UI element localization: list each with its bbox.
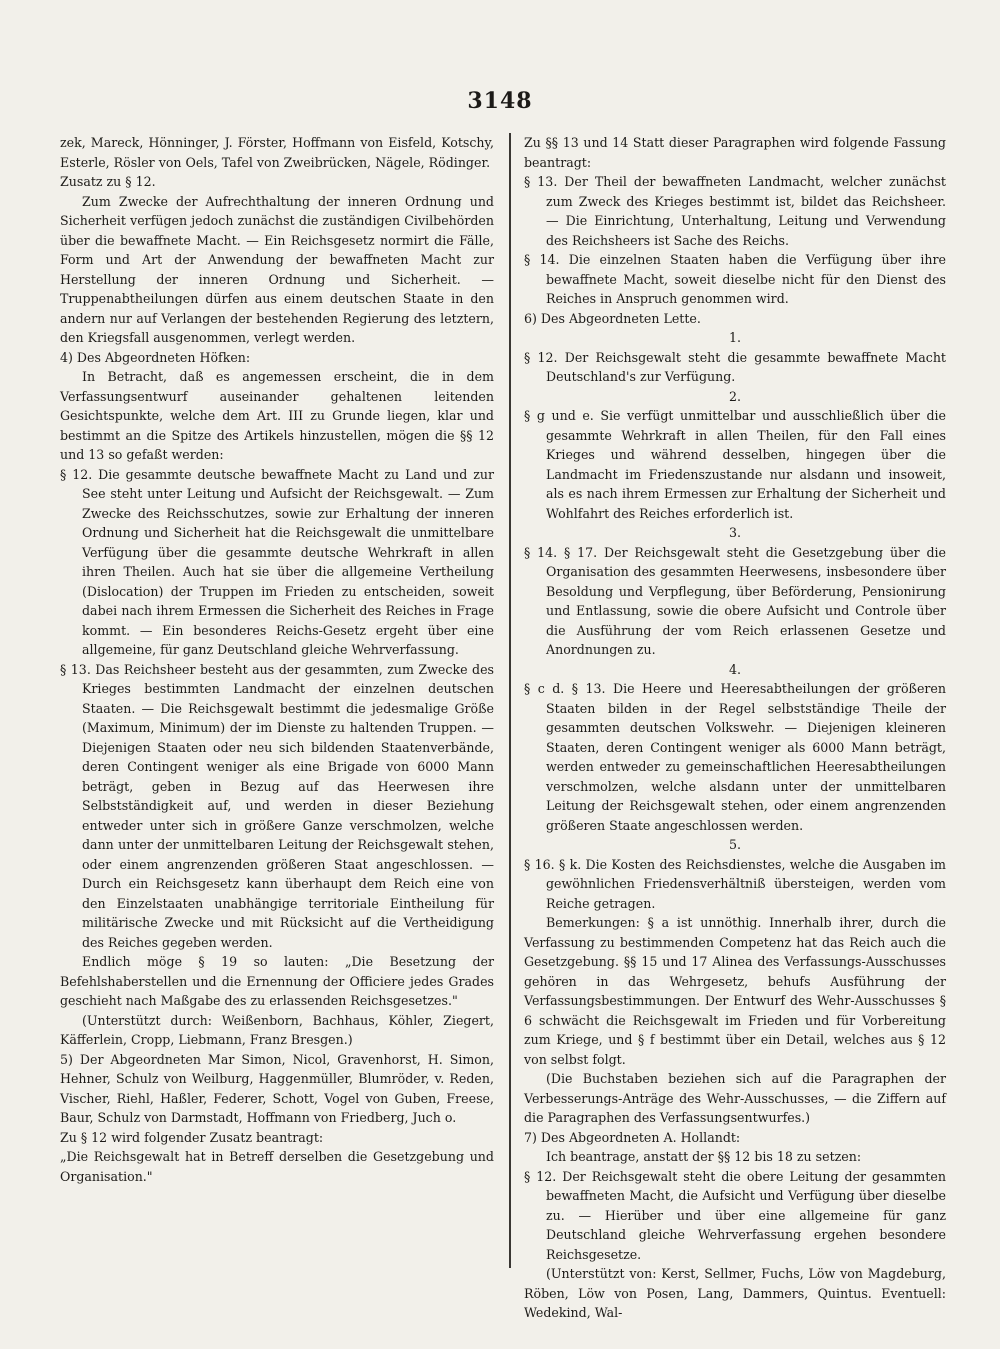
paragraph: Bemerkungen: § a ist unnöthig. Innerhalb ihrer, durch die Verfassung zu bestimmenden Competenz hat das Reich auch die Gesetzgebung. §§ 15 und 17 Alinea des Verfassungs-Ausschusses gehören in das Wehrgesetz, behufs Ausführung der Verfassungsbestimmungen. Der Entwurf des Wehr-Ausschusses § 6 schwächt die Reichsgewalt im Frieden und für Vorbereitung zum Kriege, und § f bestimmt über ein Detail, welches aus § 12 von selbst folgt. (524, 915, 946, 1067)
paragraph: Endlich möge § 19 so lauten: „Die Besetzung der Befehlshaberstellen und die Ernennung der Officiere jedes Grades geschieht nach Maßgabe des zu erlassenden Reichsgesetzes." (60, 954, 494, 1008)
paragraph: § 13. Das Reichsheer besteht aus der gesammten, zum Zwecke des Krieges bestimmten Landmacht der einzelnen deutschen Staaten. — Die Reichsgewalt bestimmt die jedesmalige Größe (Maximum, Minimum) der im Dienste zu haltenden Truppen. — Diejenigen Staaten oder neu sich bildenden Staatenverbände, deren Contingent weniger als eine Brigade von 6000 Mann beträgt, geben in Bezug auf das Heerwesen ihre Selbstständigkeit auf, und werden in dieser Beziehung entweder unter sich in größere Ganze verschmolzen, welche dann unter der unmittelbaren Leitung der Reichsgewalt stehen, oder einem angrenzenden größeren Staat angeschlossen. — Durch ein Reichsgesetz kann überhaupt dem Reich eine von den Einzelstaaten unabhängige territoriale Eintheilung für militärische Zwecke und mit Rücksicht auf die Vertheidigung des Reiches gegeben werden. (60, 661, 494, 950)
right-column (524, 133, 946, 1323)
paragraph: zek, Mareck, Hönninger, J. Förster, Hoffmann von Eisfeld, Kotschy, Esterle, Rösler von Oels, Tafel von Zweibrücken, Nägele, Rödinger. (60, 135, 494, 170)
paragraph: „Die Reichsgewalt hat in Betreff derselben die Gesetzgebung und Organisation." (60, 1149, 494, 1184)
section-number: 2. (728, 388, 742, 404)
paragraph: § 12. Der Reichsgewalt steht die obere Leitung der gesammten bewaffneten Macht, die Aufsicht und Verfügung über dieselbe zu. — Hierüber und über eine allgemeine für ganz Deutschland gleiche Wehrverfassung ergehen besondere Reichsgesetze. (524, 1168, 946, 1262)
paragraph: § 16. § k. Die Kosten des Reichsdienstes, welche die Ausgaben im gewöhnlichen Friedensverhältniß übersteigen, werden vom Reiche getragen. (524, 856, 946, 911)
paragraph: Zu § 12 wird folgender Zusatz beantragt: (60, 1129, 324, 1145)
left-column (60, 133, 494, 1186)
paragraph: 7) Des Abgeordneten A. Hollandt: (524, 1129, 741, 1145)
paragraph: Ich beantrage, anstatt der §§ 12 bis 18 zu setzen: (546, 1149, 862, 1164)
paragraph: § 12. Die gesammte deutsche bewaffnete Macht zu Land und zur See steht unter Leitung und Aufsicht der Reichsgewalt. — Zum Zwecke des Reichsschutzes, sowie zur Erhaltung der inneren Ordnung und Sicherheit hat die Reichsgewalt die unmittelbare Verfügung über die gesammte deutsche Wehrkraft in allen ihren Theilen. Auch hat sie über die allgemeine Vertheilung (Dislocation) der Truppen im Frieden zu entscheiden, soweit dabei nach ihrem Ermessen die Sicherheit des Reiches in Frage kommt. — Ein besonderes Reichs-Gesetz ergeht über eine allgemeine, für ganz Deutschland gleiche Wehrverfassung. (60, 466, 494, 657)
section-number: 1. (728, 330, 742, 345)
paragraph: 4) Des Abgeordneten Höfken: (60, 349, 251, 365)
paragraph: § 14. Die einzelnen Staaten haben die Verfügung über ihre bewaffnete Macht, soweit dieselbe nicht für den Dienst des Reiches in Anspruch genommen wird. (524, 252, 946, 306)
section-number: 3. (728, 525, 742, 540)
paragraph: 6) Des Abgeordneten Lette. (524, 310, 701, 326)
paragraph: Zum Zwecke der Aufrechthaltung der inneren Ordnung und Sicherheit verfügen jedoch zunächst die zuständigen Civilbehörden über die bewaffnete Macht. — Ein Reichsgesetz normirt die Fälle, Form und Art der Anwendung der bewaffneten Macht zur Herstellung der inneren Ordnung und Sicherheit. — Truppenabtheilungen dürfen aus einem deutschen Staate in den andern nur auf Verlangen der bestehenden Regierung des letztern, den Kriegsfall ausgenommen, verlegt werden. (60, 193, 494, 345)
paragraph: Zu §§ 13 und 14 Statt dieser Paragraphen wird folgende Fassung beantragt: (524, 135, 946, 170)
section-number: 5. (728, 837, 742, 852)
section-number: 4. (728, 661, 742, 677)
paragraph: 5) Der Abgeordneten Mar Simon, Nicol, Gravenhorst, H. Simon, Hehner, Schulz von Weilburg, Haggenmüller, Blumröder, v. Reden, Vischer, Riehl, Haßler, Federer, Schott, Vogel von Guben, Freese, Baur, Schulz von Darmstadt, Hoffmann von Friedberg, Juch o. (60, 1051, 494, 1125)
paragraph: § c d. § 13. Die Heere und Heeresabtheilungen der größeren Staaten bilden in der Regel selbstständige Theile der gesammten deutschen Volkswehr. — Diejenigen kleineren Staaten, deren Contingent weniger als 6000 Mann beträgt, werden entweder zu gemeinschaftlichen Heeresabtheilungen verschmolzen, welche alsdann unter der unmittelbaren Leitung der Reichsgewalt stehen, oder einem angrenzenden größeren Staate angeschlossen werden. (524, 681, 946, 833)
column-divider (509, 133, 511, 1268)
page-number: 3148 (467, 88, 533, 114)
paragraph: § 13. Der Theil der bewaffneten Landmacht, welcher zunächst zum Zweck des Krieges bestimmt ist, bildet das Reichsheer. — Die Einrichtung, Unterhaltung, Leitung und Verwendung des Reichsheers ist Sache des Reichs. (524, 174, 946, 248)
paragraph: § 12. Der Reichsgewalt steht die gesammte bewaffnete Macht Deutschland's zur Verfügung. (524, 349, 946, 384)
paragraph: (Die Buchstaben beziehen sich auf die Paragraphen der Verbesserungs-Anträge des Wehr-Ausschusses, — die Ziffern auf die Paragraphen des Verfassungsentwurfes.) (524, 1071, 946, 1125)
paragraph: Zusatz zu § 12. (60, 174, 156, 189)
paragraph: § g und e. Sie verfügt unmittelbar und ausschließlich über die gesammte Wehrkraft in allen Theilen, für den Fall eines Krieges und während desselben, hingegen über die Landmacht im Friedenszustande nur alsdann und insoweit, als es nach ihrem Ermessen zur Erhaltung der Sicherheit und Wohlfahrt des Reiches erforderlich ist. (524, 408, 946, 521)
paragraph: (Unterstützt durch: Weißenborn, Bachhaus, Köhler, Ziegert, Käfferlein, Cropp, Liebmann, Franz Bresgen.) (60, 1012, 494, 1047)
paragraph: (Unterstützt von: Kerst, Sellmer, Fuchs, Löw von Magdeburg, Röben, Löw von Posen, Lang, Dammers, Quintus. Eventuell: Wedekind, Wal- (524, 1266, 946, 1320)
paragraph: § 14. § 17. Der Reichsgewalt steht die Gesetzgebung über die Organisation des gesammten Heerwesens, insbesondere über Besoldung und Verpflegung, über Beförderung, Pensionirung und Entlassung, sowie die obere Aufsicht und Controle über die Ausführung der vom Reich erlassenen Gesetze und Anordnungen zu. (524, 544, 946, 657)
paragraph: In Betracht, daß es angemessen erscheint, die in dem Verfassungsentwurf auseinander gehaltenen leitenden Gesichtspunkte, welche dem Art. III zu Grunde liegen, klar und bestimmt an die Spitze des Artikels hinzustellen, mögen die §§ 12 und 13 so gefaßt werden: (60, 369, 494, 462)
